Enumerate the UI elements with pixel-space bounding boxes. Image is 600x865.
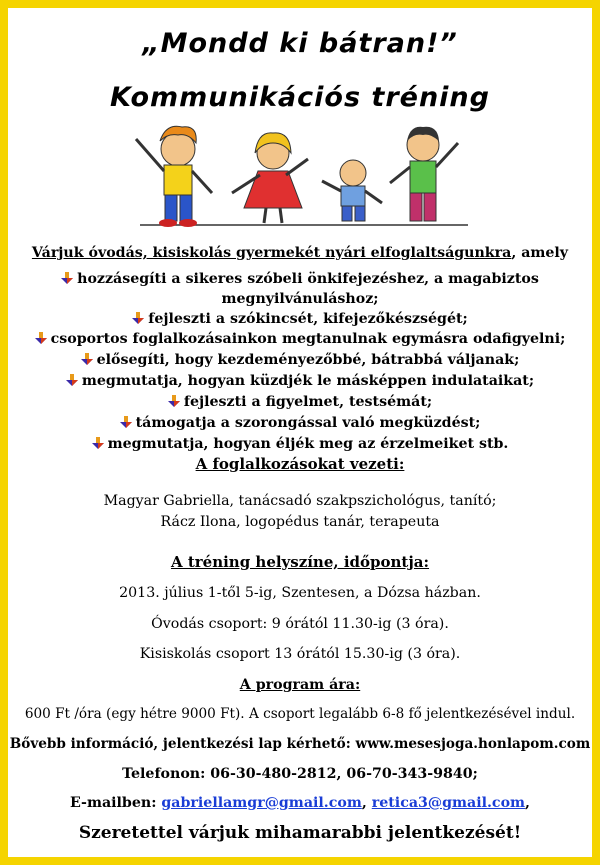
benefit-text: fejleszti a figyelmet, testsémát; xyxy=(183,394,433,410)
closing-line: Szeretettel várjuk mihamarabbi jelentkezését! xyxy=(78,823,522,843)
arrow-bullet-icon xyxy=(92,437,104,449)
benefit-text: csoportos foglalkozásainkon megtanulnak egymásra odafigyelni; xyxy=(50,331,566,347)
benefit-text: megmutatja, hogyan éljék meg az érzelmeiket stb. xyxy=(107,436,509,452)
arrow-bullet-icon xyxy=(81,353,93,365)
benefit-item xyxy=(8,351,592,369)
price-text: 600 Ft /óra (egy hétre 9000 Ft). A csoport legalább 6-8 fő jelentkezésével indul. xyxy=(24,706,576,722)
benefit-text: támogatja a szorongással való megküzdést; xyxy=(135,415,481,431)
benefit-item xyxy=(8,414,592,432)
benefit-item xyxy=(8,372,592,390)
benefit-text: fejleszti a szókincsét, kifejezőkészségét; xyxy=(148,311,468,327)
email-link-1[interactable]: gabriellamgr@gmail.com xyxy=(161,795,362,811)
benefit-item xyxy=(8,435,592,453)
benefit-text: megnyilvánuláshoz; xyxy=(221,291,379,307)
venue-heading: A tréning helyszíne, időpontja: xyxy=(170,553,430,571)
email-separator: , xyxy=(361,795,367,811)
arrow-bullet-icon xyxy=(168,395,180,407)
flyer-subtitle: Kommunikációs tréning xyxy=(110,82,490,113)
intro-lead: Várjuk óvodás, kisiskolás gyermekét nyári elfoglaltságunkra xyxy=(31,245,512,261)
benefit-item xyxy=(8,330,592,348)
flyer-title: „Mondd ki bátran!” xyxy=(142,28,458,59)
benefit-text: megmutatja, hogyan küzdjék le másképpen indulataikat; xyxy=(81,373,535,389)
email-link-2[interactable]: retica3@gmail.com xyxy=(371,795,526,811)
leaders-heading: A foglalkozásokat vezeti: xyxy=(195,455,405,473)
arrow-bullet-icon xyxy=(132,312,144,324)
kid-figure xyxy=(322,160,382,221)
leader-line: Magyar Gabriella, tanácsadó szakpszichológus, tanító; xyxy=(103,493,497,509)
venue-line: Kisiskolás csoport 13 órától 15.30-ig (3 óra). xyxy=(139,646,461,662)
price-heading: A program ára: xyxy=(239,677,361,693)
benefit-text: elősegíti, hogy kezdeményezőbbé, bátrabbá váljanak; xyxy=(96,352,520,368)
email-end: , xyxy=(525,795,530,811)
venue-line: Óvodás csoport: 9 órától 11.30-ig (3 óra). xyxy=(151,616,449,632)
arrow-bullet-icon xyxy=(61,272,73,284)
info-line: Bővebb információ, jelentkezési lap kérhető: www.mesesjoga.honlapom.com xyxy=(9,736,591,752)
benefit-item xyxy=(8,290,592,308)
leader-line: Rácz Ilona, logopédus tanár, terapeuta xyxy=(160,514,440,530)
kid-figure xyxy=(390,127,458,221)
benefit-item xyxy=(8,270,592,288)
arrow-bullet-icon xyxy=(35,332,47,344)
venue-line: 2013. július 1-től 5-ig, Szentesen, a Dózsa házban. xyxy=(119,585,481,601)
children-drawing-illustration xyxy=(108,113,488,238)
benefit-item xyxy=(8,393,592,411)
kid-figure xyxy=(136,126,212,227)
phone-line: Telefonon: 06-30-480-2812, 06-70-343-9840; xyxy=(122,766,478,782)
intro-line xyxy=(8,244,592,262)
email-label: E-mailben: xyxy=(69,795,157,811)
flyer-page xyxy=(8,8,592,857)
kid-figure xyxy=(232,133,308,223)
email-line xyxy=(8,794,592,812)
arrow-bullet-icon xyxy=(66,374,78,386)
arrow-bullet-icon xyxy=(120,416,132,428)
benefit-item xyxy=(8,310,592,328)
intro-rest: , amely xyxy=(511,245,569,261)
benefit-text: hozzásegíti a sikeres szóbeli önkifejezéshez, a magabiztos xyxy=(77,271,539,287)
